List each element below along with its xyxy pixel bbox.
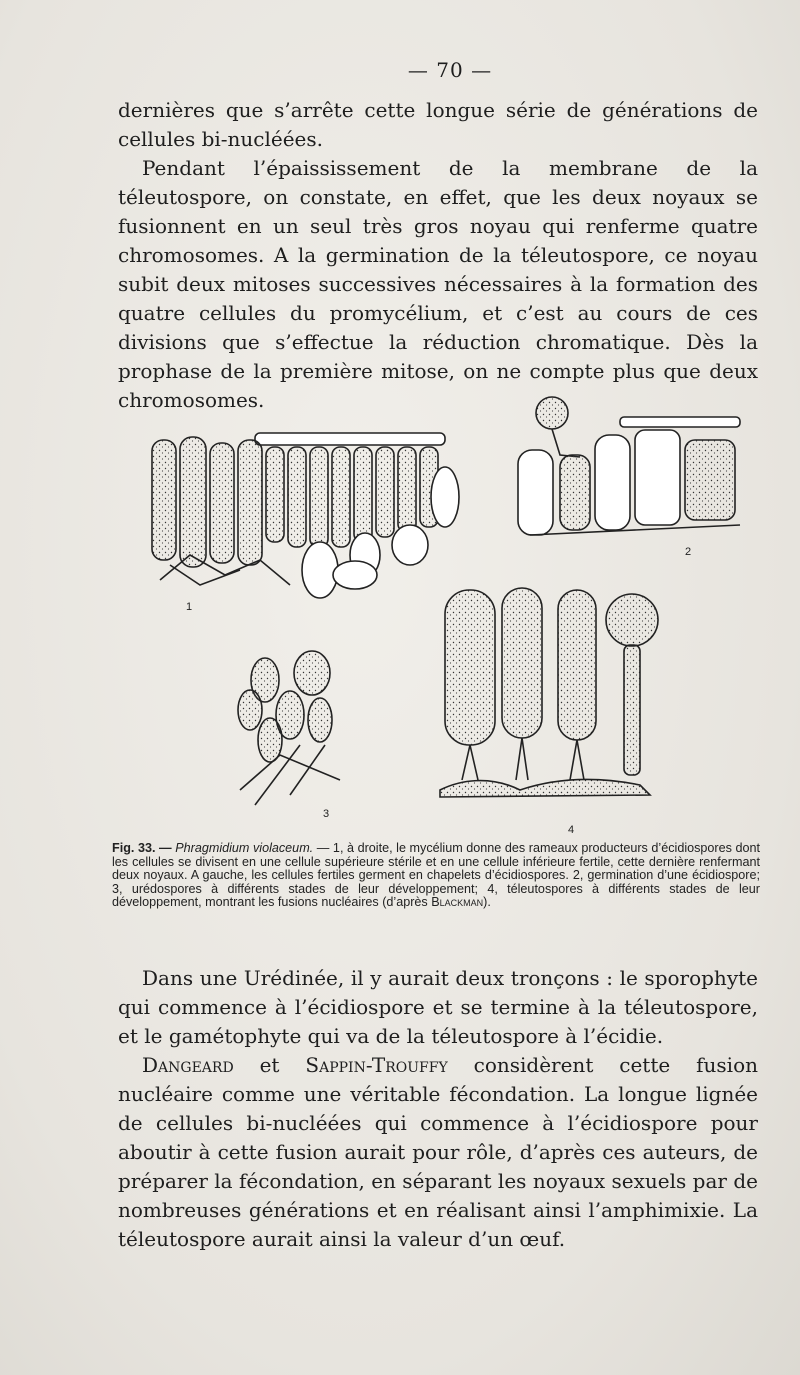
caption-body: — 1, à droite, le mycélium donne des rameaux producteurs d’écidiospores dont les cellules se divisent en une cellule supérieure stérile et en une cellule inférieure fertile, cette dernière renfermant deux noyaux. A gauche, les cellules fertiles germent en chapelets d’écidiospores. 2, germination d’une écidiospore; 3, urédospores à différents stades de leur développement; 4, téleutospores à différents stades de leur développement, montrant les fusions nucléaires (d’après bbox=[112, 841, 761, 909]
paragraph-text: considèrent cette fusion nucléaire comme une véritable fécondation. La longue lignée de cellules bi-nucléées qui commence à l’écidiospore pour aboutir à cette fusion aurait pour rôle, d’après ces auteurs, de préparer la fécondation, en séparant les noyaux sexuels par de nombreuses générations et en réalisant ainsi l’amphimixie. La téleutospore aurait ainsi la valeur d’un œuf. bbox=[118, 1053, 758, 1251]
text-block-bottom bbox=[118, 964, 758, 1254]
paragraph: Pendant l’épaississement de la membrane de la téleutospore, on constate, en effet, que les deux noyaux se fusionnent en un seul très gros noyau qui renferme quatre chromosomes. A la germination de la téleutospore, ce noyau subit deux mitoses successives nécessaires à la formation des quatre cellules du promycélium, et c’est au cours de ces divisions que s’effectue la réduction chromatique. Dès la prophase de la première mitose, on ne compte plus que deux chromosomes. bbox=[118, 156, 758, 412]
author-name: Dangeard bbox=[142, 1053, 234, 1077]
panel-4-teleutospores bbox=[440, 588, 658, 797]
paragraph: dernières que s’arrête cette longue série de générations de cellules bi-nucléées. bbox=[118, 98, 758, 151]
panel-3-urediospores bbox=[238, 651, 340, 805]
page-number: — 70 — bbox=[407, 58, 493, 82]
figure-drawing bbox=[140, 395, 760, 840]
paragraph bbox=[118, 1051, 758, 1254]
panel-2-germination bbox=[518, 397, 740, 535]
panel-label-4: 4 bbox=[568, 824, 575, 836]
text-block-top bbox=[118, 96, 758, 415]
author-name: Sappin-Trouffy bbox=[305, 1053, 448, 1077]
panel-label-1: 1 bbox=[186, 601, 193, 613]
figure-illustration bbox=[140, 395, 760, 840]
panel-1-aecidium bbox=[152, 433, 459, 598]
caption-species: Phragmidium violaceum. bbox=[175, 841, 314, 855]
figure-caption bbox=[112, 842, 760, 910]
caption-end: ). bbox=[483, 895, 491, 909]
panel-label-3: 3 bbox=[323, 808, 330, 820]
conjunction: et bbox=[233, 1053, 306, 1077]
panel-label-2: 2 bbox=[685, 546, 692, 558]
caption-author: Blackman bbox=[431, 895, 484, 909]
caption-lead: Fig. 33. — bbox=[112, 841, 172, 855]
paragraph: Dans une Urédinée, il y aurait deux tronçons : le sporophyte qui commence à l’écidiospore et se termine à la téleutospore, et le gamétophyte qui va de la téleutospore à l’écidie. bbox=[118, 966, 758, 1048]
